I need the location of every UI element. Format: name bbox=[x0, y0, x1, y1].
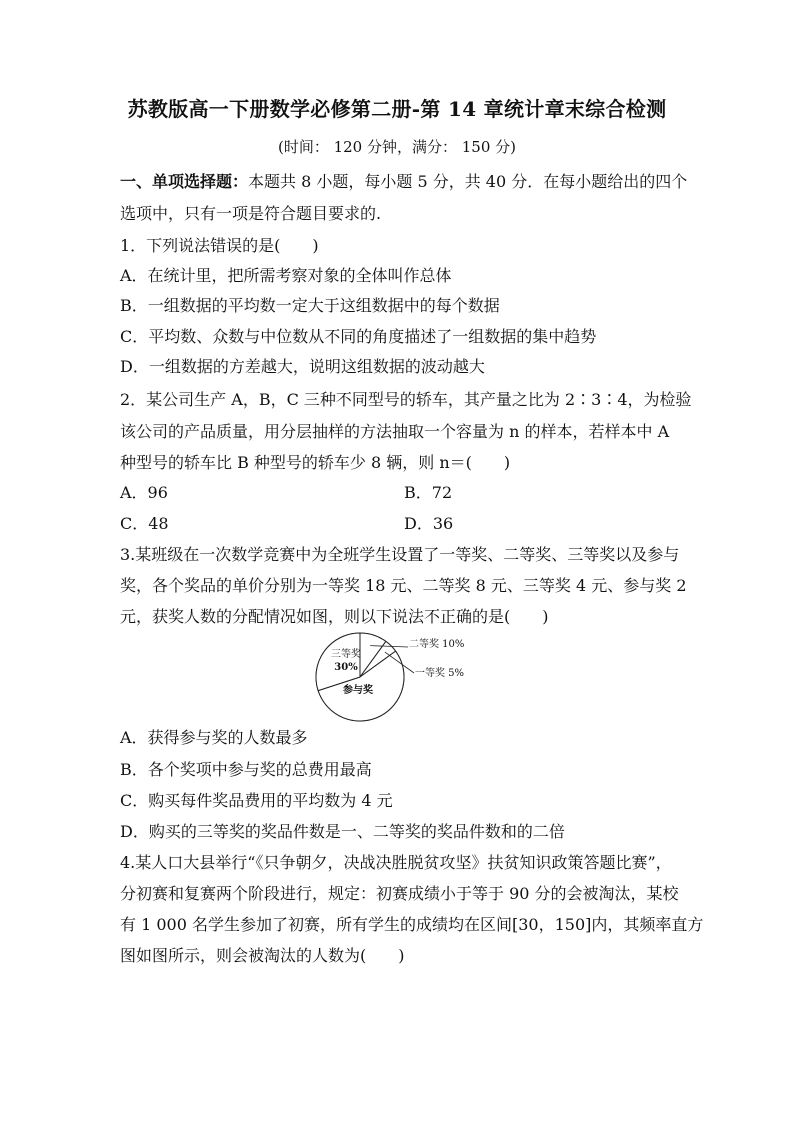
q2-stem-line1: 2．某公司生产 A，B，C 三种不同型号的轿车，其产量之比为 2∶3∶4，为检验 bbox=[120, 390, 692, 409]
q1-option-d: D．一组数据的方差越大，说明这组数据的波动越大 bbox=[120, 357, 485, 376]
section-intro-line2: 选项中，只有一项是符合题目要求的. bbox=[120, 204, 382, 223]
q3-stem-line2: 奖，各个奖品的单价分别为一等奖 18 元、二等奖 8 元、三等奖 4 元、参与奖 2 bbox=[120, 576, 687, 595]
section-intro bbox=[120, 172, 687, 192]
q4-stem-line2: 分初赛和复赛两个阶段进行，规定：初赛成绩小于等于 90 分的会被淘汰，某校 bbox=[120, 884, 679, 903]
pie-label-first: 一等奖 5% bbox=[415, 668, 465, 679]
q1-option-b: B．一组数据的平均数一定大于这组数据中的每个数据 bbox=[120, 296, 500, 315]
q1-stem: 1．下列说法错误的是( ) bbox=[120, 236, 319, 255]
q2-option-d: D．36 bbox=[404, 514, 454, 533]
q3-stem-line3: 元，获奖人数的分配情况如图，则以下说法不正确的是( ) bbox=[120, 607, 549, 626]
q1-option-c: C．平均数、众数与中位数从不同的角度描述了一组数据的集中趋势 bbox=[120, 327, 597, 346]
section-heading: 一、单项选择题： bbox=[120, 172, 249, 191]
q4-stem-line4: 图如图所示，则会被淘汰的人数为( ) bbox=[120, 946, 405, 965]
q3-option-d: D．购买的三等奖的奖品件数是一、二等奖的奖品件数和的二倍 bbox=[120, 822, 565, 841]
q2-option-c: C．48 bbox=[120, 514, 169, 533]
q3-option-b: B．各个奖项中参与奖的总费用最高 bbox=[120, 760, 372, 779]
q2-option-a: A．96 bbox=[120, 483, 168, 502]
pie-group bbox=[316, 633, 464, 721]
q1-option-a: A．在统计里，把所需考察对象的全体叫作总体 bbox=[120, 266, 452, 285]
pie-label-participation: 参与奖 bbox=[343, 685, 373, 696]
q4-stem-line1: 4.某人口大县举行“《只争朝夕，决战决胜脱贫攻坚》扶贫知识政策答题比赛”， bbox=[120, 853, 672, 872]
q2-stem-line3: 种型号的轿车比 B 种型号的轿车少 8 辆，则 n＝( ) bbox=[120, 453, 511, 472]
q3-stem-line1: 3.某班级在一次数学竞赛中为全班学生设置了一等奖、二等奖、三等奖以及参与 bbox=[120, 545, 680, 564]
pie-label-second: 二等奖 10% bbox=[409, 639, 465, 650]
q3-option-c: C．购买每件奖品费用的平均数为 4 元 bbox=[120, 791, 393, 810]
award-pie-chart bbox=[310, 625, 490, 725]
pie-label-third: 三等奖 bbox=[331, 649, 361, 660]
q2-option-b: B．72 bbox=[404, 483, 453, 502]
page-title: 苏教版高一下册数学必修第二册-第 14 章统计章末综合检测 bbox=[127, 97, 667, 121]
section-intro-text: 本题共 8 小题，每小题 5 分，共 40 分．在每小题给出的四个 bbox=[248, 172, 688, 191]
q4-stem-line3: 有 1 000 名学生参加了初赛，所有学生的成绩均在区间[30，150]内，其频率直方 bbox=[120, 915, 704, 934]
q2-stem-line2: 该公司的产品质量，用分层抽样的方法抽取一个容量为 n 的样本，若样本中 A bbox=[120, 422, 670, 441]
pie-value-third: 30% bbox=[334, 662, 358, 673]
page-subtitle: (时间： 120 分钟，满分： 150 分) bbox=[277, 138, 517, 156]
q3-option-a: A．获得参与奖的人数最多 bbox=[120, 728, 308, 747]
